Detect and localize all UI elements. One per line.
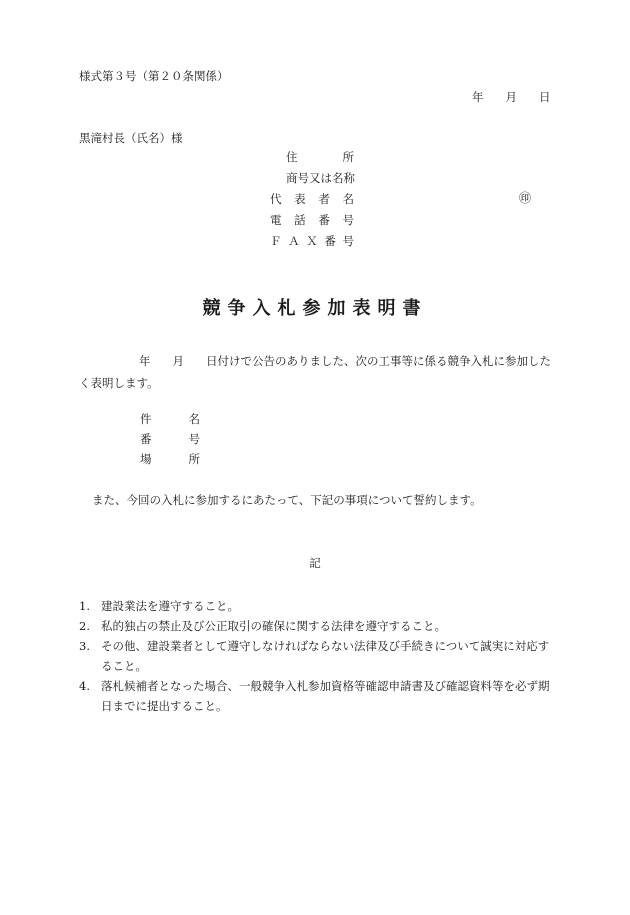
item-label: 番号: [140, 432, 200, 446]
date-month: 月: [505, 90, 517, 104]
item-row: [140, 453, 200, 473]
condition-text: 建設業法を遵守すること。: [101, 599, 239, 613]
representative-label: 代表者名: [270, 192, 354, 206]
company-label: 商号又は名称: [286, 171, 355, 185]
item-label: 場所: [140, 452, 200, 466]
condition-text: 私的独占の禁止及び公正取引の確保に関する法律を遵守すること。: [101, 619, 446, 633]
intro-paragraph: [79, 350, 559, 394]
item-label: 件名: [140, 412, 200, 426]
item-row: [140, 413, 200, 433]
condition-text: 落札候補者となった場合、一般競争入札参加資格等確認申請書及び確認資料等を必ず期日までに提出すること。: [101, 679, 550, 713]
address-label: 住 所: [286, 150, 354, 164]
document-title: 競争入札参加表明書: [202, 298, 428, 319]
date-day: 日: [539, 90, 551, 104]
form-number: 様式第３号（第２０条関係）: [79, 69, 229, 83]
condition-item: [79, 616, 559, 636]
seal-icon: ㊞: [519, 191, 532, 205]
conditions-list: [79, 596, 559, 716]
intro-text: 日付けで公告のありました、次の工事等に係る競争入札に参加したく表明します。: [79, 354, 551, 390]
phone-label: 電話番号: [270, 213, 354, 227]
date-line: [472, 91, 551, 105]
ki-heading: 記: [309, 556, 321, 570]
condition-number: 3.: [79, 639, 90, 653]
date-year: 年: [472, 90, 484, 104]
condition-text: その他、建設業者として遵守しなければならない法律及び手続きについて誠実に対応すること。: [101, 639, 550, 673]
intro-year: 年: [139, 354, 151, 368]
condition-item: [79, 596, 559, 616]
project-items: [140, 413, 200, 473]
pledge-text: また、今回の入札に参加するにあたって、下記の事項について誓約します。: [92, 493, 482, 507]
condition-item: [79, 636, 559, 676]
fax-label: ＦＡＸ番号: [270, 234, 354, 248]
condition-number: 4.: [79, 679, 90, 693]
condition-number: 1.: [79, 599, 90, 613]
intro-month: 月: [172, 354, 184, 368]
addressee: 黒滝村長（氏名）様: [79, 131, 183, 145]
condition-number: 2.: [79, 619, 90, 633]
condition-item: [79, 676, 559, 716]
item-row: [140, 433, 200, 453]
